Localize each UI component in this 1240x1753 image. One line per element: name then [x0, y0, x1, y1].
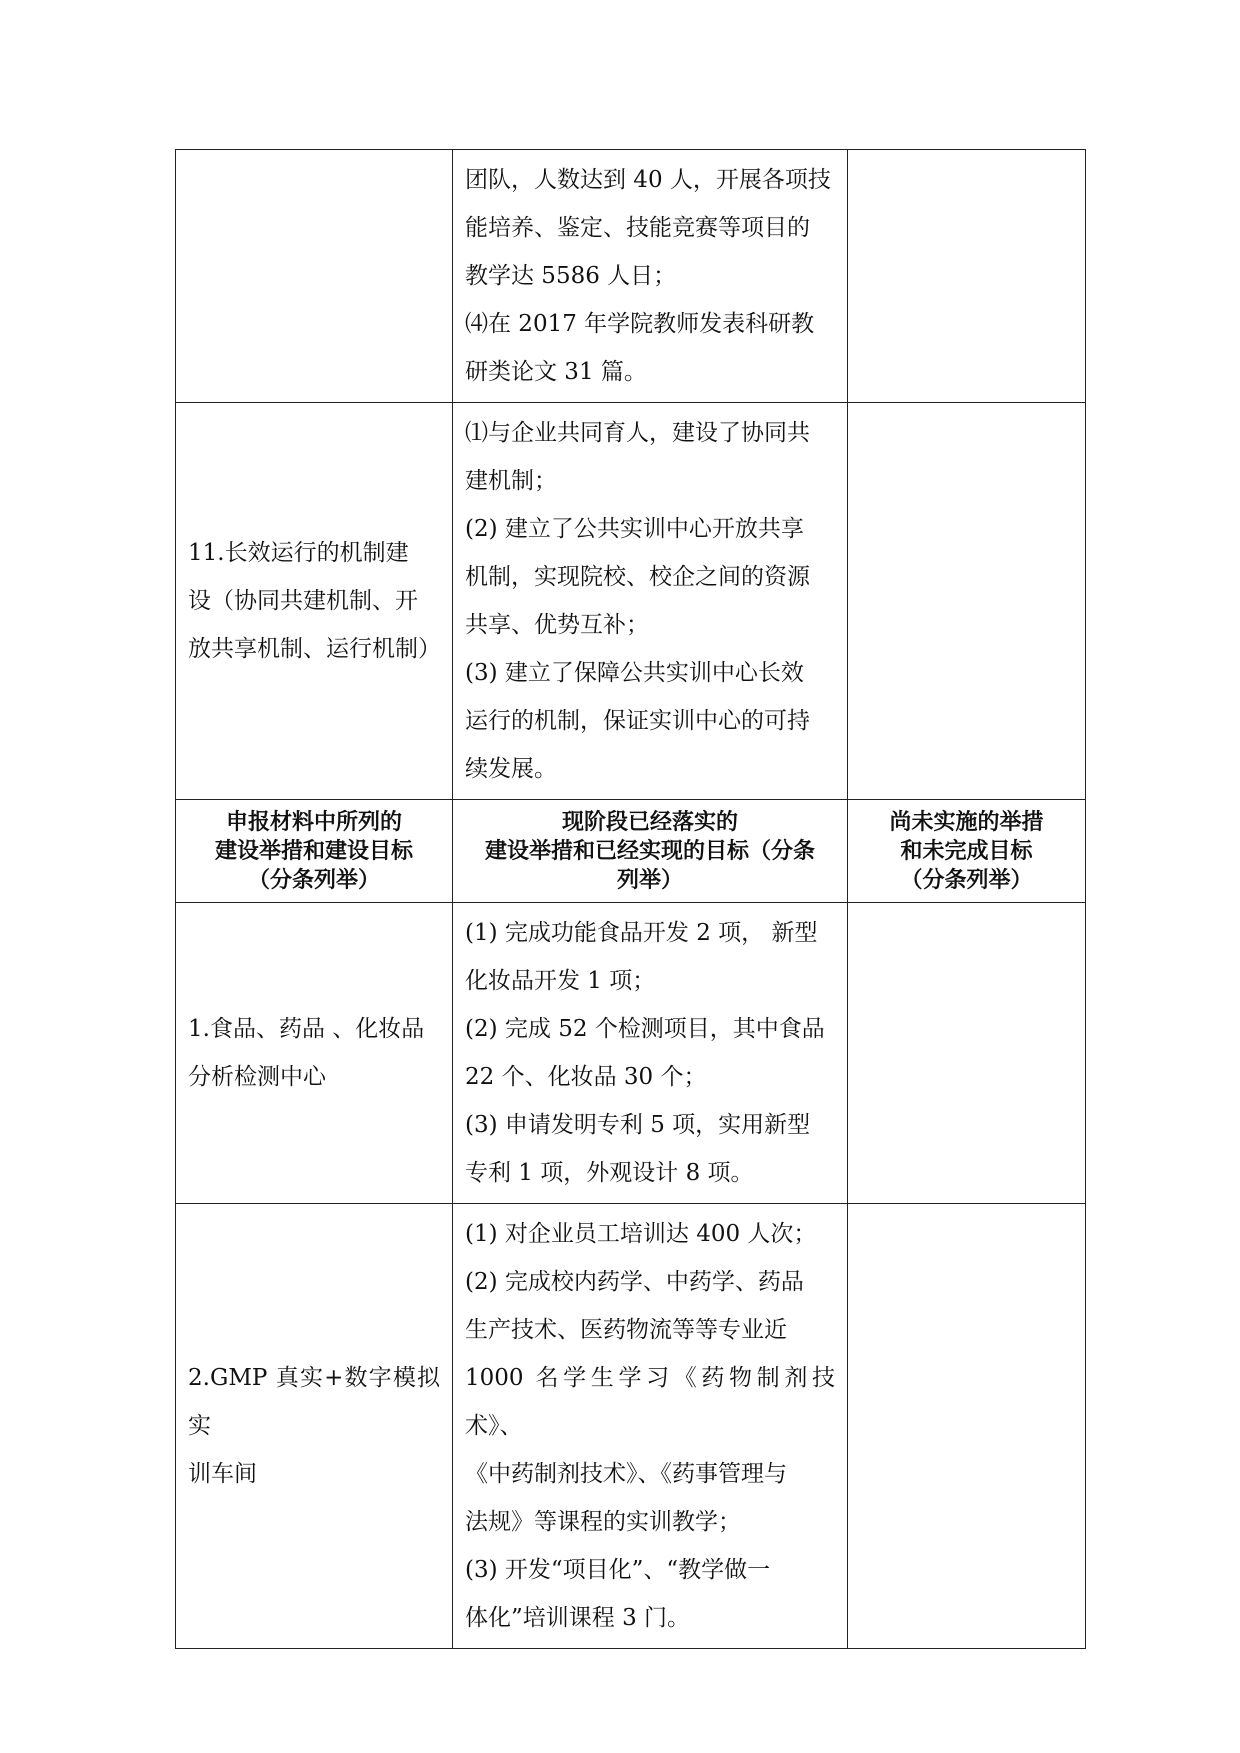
text-line: （分条列举）	[247, 867, 380, 893]
achieved-cell	[453, 403, 848, 800]
text-line: 体化”培训课程 3 门。	[465, 1605, 691, 1631]
text-line: (2) 建立了公共实训中心开放共享	[465, 516, 804, 542]
text-line: 分析检测中心	[188, 1064, 326, 1090]
text-line: 2.GMP 真实+数字模拟实	[188, 1365, 440, 1439]
text-line: 1000 名学生学习《药物制剂技术》、	[465, 1365, 835, 1439]
text-line: (3) 申请发明专利 5 项，实用新型	[465, 1112, 811, 1138]
text-line: (2) 完成 52 个检测项目，其中食品	[465, 1016, 825, 1042]
text-line: (1) 对企业员工培训达 400 人次；	[465, 1221, 817, 1247]
text-line: 建机制；	[465, 468, 557, 494]
measure-cell	[176, 150, 453, 403]
text-line: 申报材料中所列的	[225, 809, 402, 835]
text-line: (3) 开发“项目化”、“教学做一	[465, 1557, 771, 1583]
progress-table	[175, 149, 1086, 1649]
text-line: 1.食品、药品 、化妆品	[188, 1016, 425, 1042]
text-line: 和未完成目标	[900, 838, 1033, 864]
achieved-cell	[453, 150, 848, 403]
text-line: (2) 完成校内药学、中药学、药品	[465, 1269, 804, 1295]
text-line: 列举）	[616, 867, 683, 893]
header-measures	[176, 800, 453, 903]
text-line: 能培养、鉴定、技能竞赛等项目的	[465, 215, 810, 241]
text-line: 训车间	[188, 1461, 257, 1487]
text-line: 建设举措和建设目标	[214, 838, 413, 864]
text-line: 教学达 5586 人日；	[465, 263, 677, 289]
text-line: 续发展。	[465, 756, 557, 782]
text-line: 放共享机制、运行机制）	[188, 636, 441, 662]
pending-cell	[848, 403, 1086, 800]
table-row	[176, 150, 1086, 403]
pending-cell	[848, 1204, 1086, 1649]
table-row	[176, 403, 1086, 800]
text-line: ⑷在 2017 年学院教师发表科研教	[465, 311, 815, 337]
text-line: 设（协同共建机制、开	[188, 588, 418, 614]
text-line: 尚未实施的举措	[889, 809, 1044, 835]
achieved-cell	[453, 1204, 848, 1649]
text-line: 生产技术、医药物流等等专业近	[465, 1317, 787, 1343]
header-achieved	[453, 800, 848, 903]
text-line: (1) 完成功能食品开发 2 项， 新型	[465, 920, 818, 946]
text-line: 机制，实现院校、校企之间的资源	[465, 564, 810, 590]
text-line: (3) 建立了保障公共实训中心长效	[465, 660, 804, 686]
measure-cell	[176, 903, 453, 1204]
text-line: 现阶段已经落实的	[561, 809, 738, 835]
header-pending	[848, 800, 1086, 903]
text-line: 11.长效运行的机制建	[188, 540, 409, 566]
text-line: 《中药制剂技术》、《药事管理与	[465, 1461, 787, 1487]
measure-cell	[176, 403, 453, 800]
text-line: 团队，人数达到 40 人，开展各项技	[465, 167, 831, 193]
text-line: 22 个、化妆品 30 个；	[465, 1064, 707, 1090]
text-line: （分条列举）	[900, 867, 1033, 893]
text-line: 专利 1 项，外观设计 8 项。	[465, 1160, 754, 1186]
pending-cell	[848, 903, 1086, 1204]
pending-cell	[848, 150, 1086, 403]
achieved-cell	[453, 903, 848, 1204]
text-line: 共享、优势互补；	[465, 612, 649, 638]
table-header-row	[176, 800, 1086, 903]
text-line: 化妆品开发 1 项；	[465, 968, 656, 994]
text-line: 法规》等课程的实训教学；	[465, 1509, 741, 1535]
text-line: 建设举措和已经实现的目标（分条	[484, 838, 815, 864]
table-row	[176, 1204, 1086, 1649]
text-line: ⑴与企业共同育人，建设了协同共	[465, 420, 810, 446]
text-line: 运行的机制，保证实训中心的可持	[465, 708, 810, 734]
measure-cell	[176, 1204, 453, 1649]
text-line: 研类论文 31 篇。	[465, 359, 647, 385]
table-row	[176, 903, 1086, 1204]
